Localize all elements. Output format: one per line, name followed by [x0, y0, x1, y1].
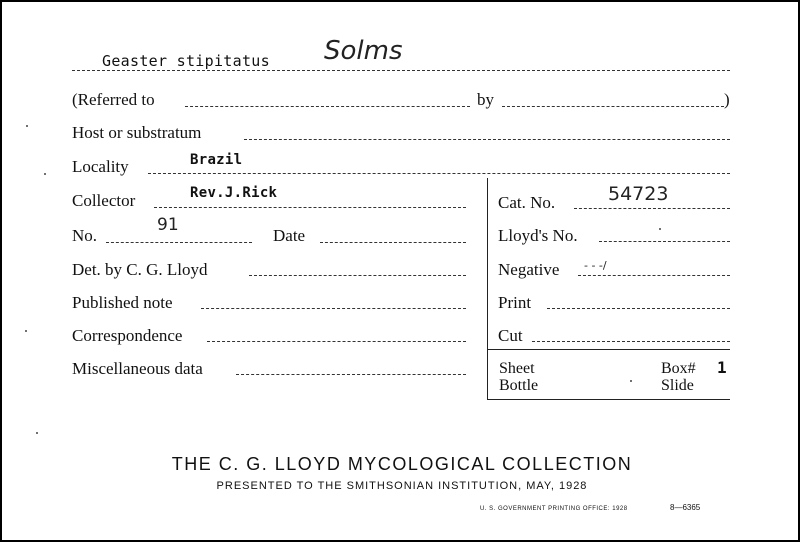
- speck: [26, 125, 28, 127]
- box-number-label: Box#: [661, 360, 696, 377]
- negative-mark: - - -/: [584, 259, 607, 272]
- cat-no-line: [574, 208, 730, 209]
- slide-label: Slide: [661, 377, 694, 394]
- box-left-border: [487, 178, 488, 400]
- cat-no-value: 54723: [608, 183, 669, 205]
- printer-imprint: U. S. GOVERNMENT PRINTING OFFICE: 1928: [480, 506, 628, 512]
- collector-value: Rev.J.Rick: [190, 185, 278, 201]
- host-label: Host or substratum: [72, 123, 202, 142]
- speck: [36, 432, 38, 434]
- misc-label: Miscellaneous data: [72, 359, 203, 378]
- lloyds-no-line: [599, 241, 730, 242]
- referred-to-label: (Referred to: [72, 90, 155, 109]
- correspondence-line: [207, 341, 466, 342]
- cut-label: Cut: [498, 326, 523, 345]
- published-note-label: Published note: [72, 293, 173, 312]
- sheet-label: Sheet: [499, 360, 535, 377]
- box-number-value: 1: [717, 358, 727, 377]
- speck: [44, 173, 46, 175]
- det-by-line: [249, 275, 466, 276]
- host-line: [244, 139, 730, 140]
- speck: [630, 380, 632, 382]
- box-divider: [487, 349, 730, 350]
- cut-line: [532, 341, 730, 342]
- print-line: [547, 308, 730, 309]
- print-label: Print: [498, 293, 532, 312]
- locality-label: Locality: [72, 157, 129, 176]
- box-bottom-border: [487, 399, 730, 400]
- no-value: 91: [157, 215, 179, 235]
- species-line: [72, 70, 730, 71]
- referred-to-line: [185, 106, 470, 107]
- by-label: by: [477, 90, 494, 109]
- collector-label: Collector: [72, 191, 136, 210]
- species-name: Geaster stipitatus: [102, 52, 270, 70]
- bottle-label: Bottle: [499, 377, 539, 394]
- published-note-line: [201, 308, 466, 309]
- date-line: [320, 242, 466, 243]
- cat-no-label: Cat. No.: [498, 193, 556, 212]
- close-paren: ): [724, 90, 730, 109]
- locality-line: [148, 173, 730, 174]
- collector-line: [154, 207, 466, 208]
- collection-title: THE C. G. LLOYD MYCOLOGICAL COLLECTION: [171, 454, 633, 474]
- by-line: [502, 106, 724, 107]
- det-by-label: Det. by C. G. Lloyd: [72, 260, 208, 279]
- misc-line: [236, 374, 466, 375]
- negative-label: Negative: [498, 260, 560, 279]
- no-line: [106, 242, 252, 243]
- locality-value: Brazil: [190, 152, 243, 168]
- speck: [659, 228, 661, 230]
- date-label: Date: [273, 226, 306, 245]
- form-number: 8—6365: [670, 503, 701, 512]
- negative-line: [578, 275, 730, 276]
- no-label: No.: [72, 226, 98, 245]
- species-authority: Solms: [324, 36, 403, 66]
- lloyds-no-label: Lloyd's No.: [498, 226, 578, 245]
- collection-subtitle: PRESENTED TO THE SMITHSONIAN INSTITUTION, MAY, 1928: [216, 480, 588, 492]
- speck: [25, 330, 27, 332]
- correspondence-label: Correspondence: [72, 326, 183, 345]
